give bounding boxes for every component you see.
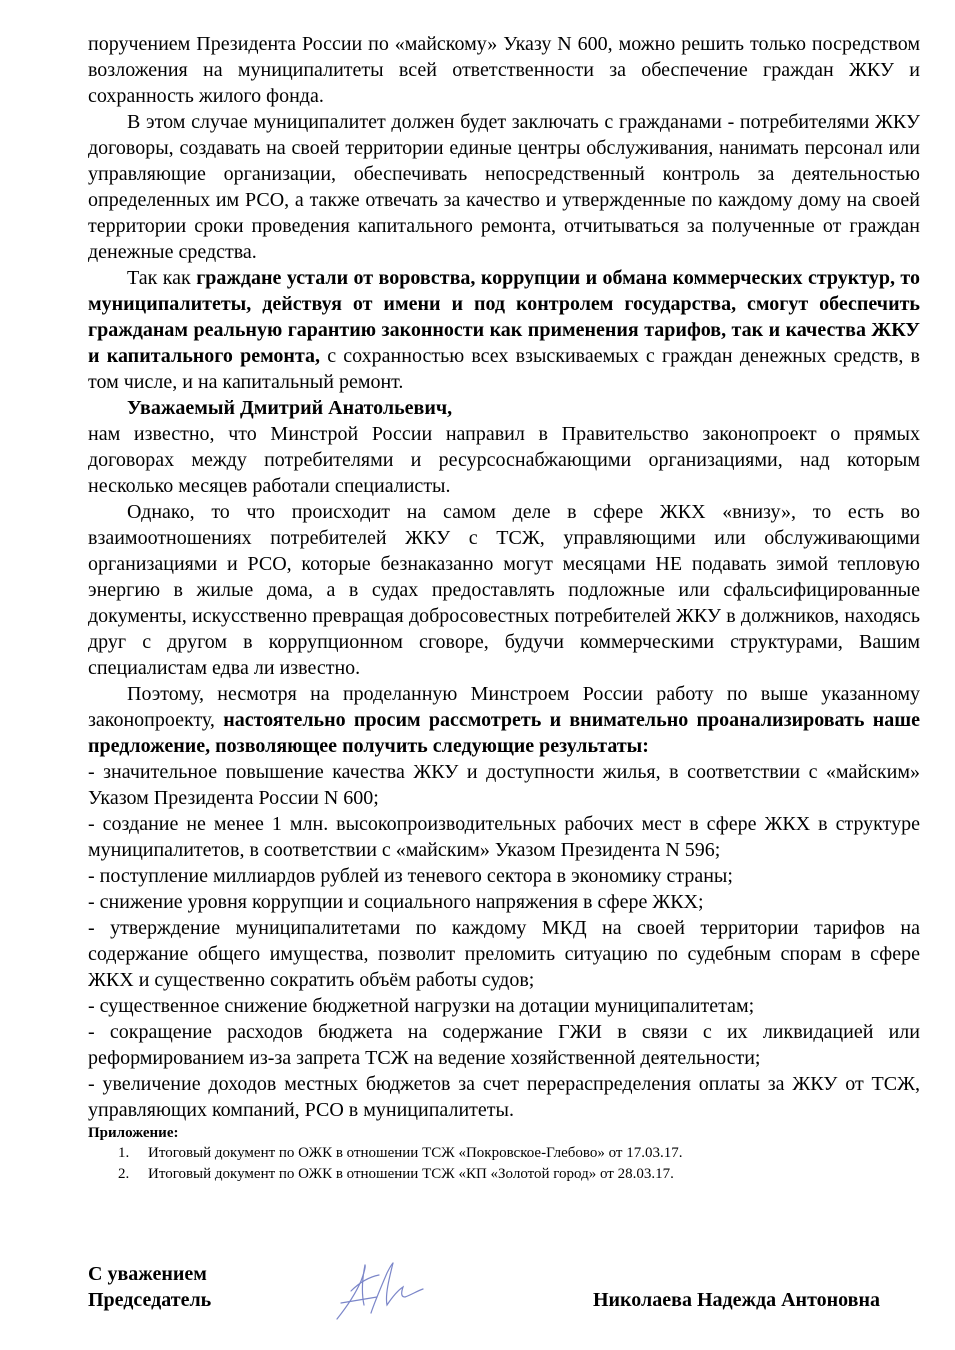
list-item: - снижение уровня коррупции и социального напряжения в сфере ЖКХ; — [88, 891, 704, 913]
list-item: - увеличение доходов местных бюджетов за счет перераспределения оплаты за ЖКУ от ТСЖ, управляющих компаний, РСО в муниципалитеты. — [88, 1073, 920, 1121]
paragraph-4: нам известно, что Минстрой России направил в Правительство законопроект о прямых договорах между потребителями и ресурсоснабжающими организациями, над которым несколько месяцев работали специалисты. — [88, 423, 920, 497]
salutation: Уважаемый Дмитрий Анатольевич, — [127, 397, 453, 419]
list-item: - сокращение расходов бюджета на содержание ГЖИ в связи с их ликвидацией или реформированием из-за запрета ТСЖ на ведение хозяйственной деятельности; — [88, 1021, 920, 1069]
list-item: - утверждение муниципалитетами по каждому МКД на своей территории тарифов на содержание общего имущества, позволит преломить ситуацию по судебным спорам в сфере ЖКХ и существенно сократить объём работы судов; — [88, 917, 920, 991]
results-list — [88, 759, 920, 1123]
list-item: - значительное повышение качества ЖКУ и доступности жилья, в соответствии с «майским» Указом Президента России N 600; — [88, 761, 920, 809]
attachment-item — [88, 1143, 920, 1164]
letter-body — [88, 31, 920, 1185]
paragraph-6-start: Поэтому, несмотря на проделанную Минстроем России работу по выше указанному законопроекту, — [88, 683, 920, 731]
handwritten-signature-icon — [331, 1261, 426, 1323]
paragraph-1: поручением Президента России по «майскому» Указу N 600, можно решить только посредством возложения на муниципалитеты всей ответственности за обеспечение граждан ЖКУ и сохранность жилого фонда. — [88, 33, 920, 107]
paragraph-5: Однако, то что происходит на самом деле в сфере ЖКХ «внизу», то есть во взаимоотношениях потребителей ЖКУ с ТСЖ, управляющими или обслуживающими организациями и РСО, которые безнаказанно могут месяцами НЕ подавать зимой тепловую энергию в жилые дома, а в судах предоставлять подложные или сфальсифицированные документы, искусственно превращая добросовестных потребителей ЖКУ в должников, находясь друг с другом в коррупционном сговоре, будучи коммерческими структурами, Вашим специалистам едва ли известно. — [88, 501, 920, 679]
paragraph-3-bold: граждане устали от воровства, коррупции и обмана коммерческих структур, то муниципалитеты, действуя от имени и под контролем государства, смогут обеспечить гражданам реальную гарантию законности как применения тарифов, так и качества ЖКУ и капитального ремонта, — [88, 267, 920, 367]
paragraph-2: В этом случае муниципалитет должен будет заключать с гражданами - потребителями ЖКУ договоры, создавать на своей территории единые центры обслуживания, нанимать персонал или управляющие организации, обеспечивать непосредственный контроль за деятельностью определенных им РСО, а также отвечать за качество и утвержденные по каждому дому на своей территории сроки проведения капитального ремонта, отчитываться за полученные от граждан денежные средства. — [88, 111, 920, 263]
signer-name: Николаева Надежда Антоновна — [592, 1289, 880, 1311]
attachments-title: Приложение: — [88, 1125, 179, 1141]
paragraph-3 — [88, 265, 920, 395]
signature-block — [88, 1261, 920, 1321]
list-item: - существенное снижение бюджетной нагрузки на дотации муниципалитетам; — [88, 995, 755, 1017]
attachments-list — [88, 1143, 920, 1185]
attachment-number: 2. — [118, 1166, 130, 1182]
attachment-item — [88, 1164, 920, 1185]
paragraph-3-start: Так как — [127, 267, 197, 289]
paragraph-6-end: : — [642, 735, 649, 757]
paragraph-3-end: с сохранностью всех взыскиваемых с граждан денежных средств, в том числе, и на капитальный ремонт. — [88, 345, 920, 393]
paragraph-6 — [88, 681, 920, 759]
closing-text: С уважением — [88, 1263, 207, 1285]
attachment-text: Итоговый документ по ОЖК в отношении ТСЖ «КП «Золотой город» от 28.03.17. — [148, 1166, 674, 1182]
paragraph-6-bold: настоятельно просим рассмотреть и внимательно проанализировать наше предложение, позволяющее получить следующие результаты — [88, 709, 921, 757]
role-text: Председатель — [88, 1289, 212, 1311]
list-item: - поступление миллиардов рублей из теневого сектора в экономику страны; — [88, 865, 733, 887]
attachment-text: Итоговый документ по ОЖК в отношении ТСЖ «Покровское-Глебово» от 17.03.17. — [148, 1145, 683, 1161]
attachment-number: 1. — [118, 1145, 130, 1161]
list-item: - создание не менее 1 млн. высокопроизводительных рабочих мест в сфере ЖКХ в структуре муниципалитетов, в соответствии с «майским» Указом Президента N 596; — [88, 813, 920, 861]
